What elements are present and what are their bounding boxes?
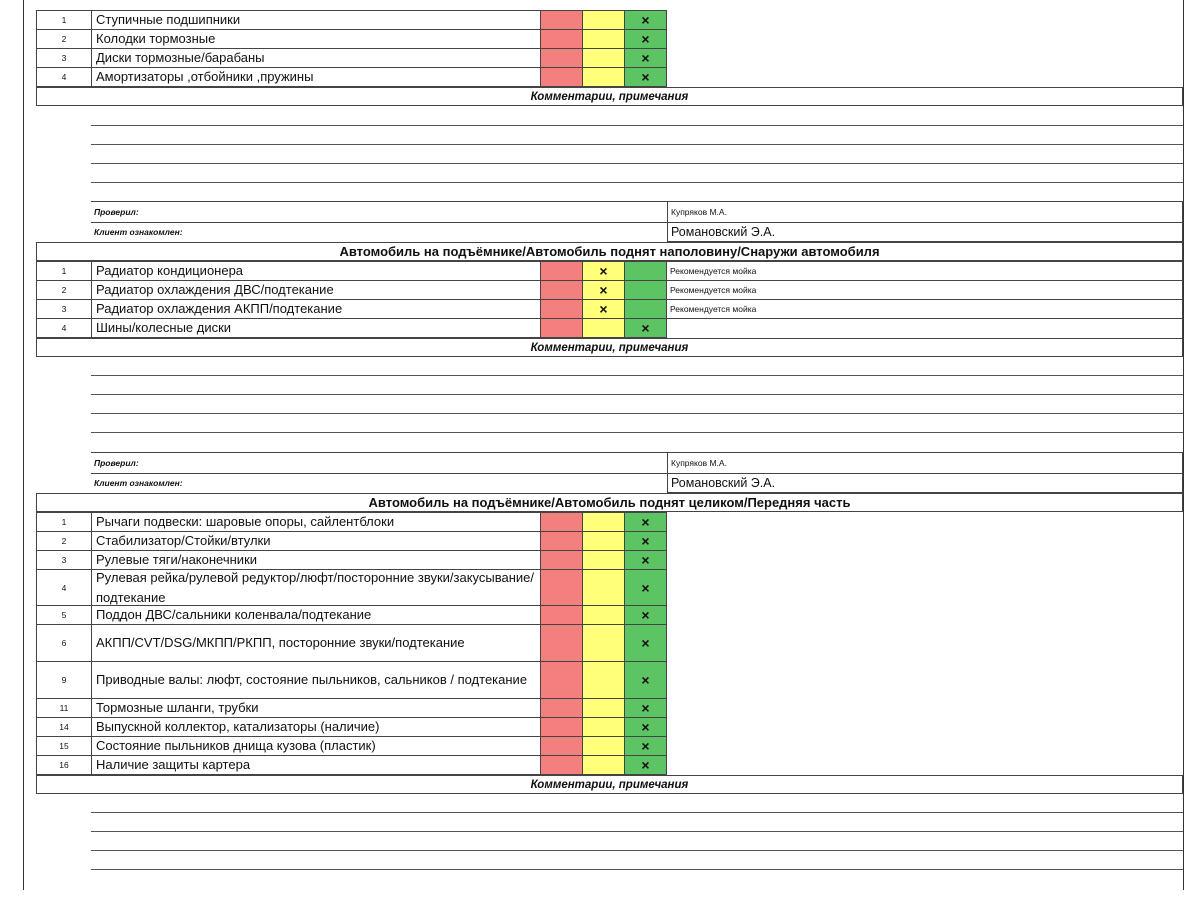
- table-row: [0, 661, 1200, 698]
- item-number: 15: [36, 736, 91, 755]
- item-name: Рычаги подвески: шаровые опоры, сайлентблоки: [91, 512, 540, 531]
- table-row: [0, 280, 1200, 299]
- table-row: [0, 698, 1200, 717]
- status-yellow-cell[interactable]: [582, 605, 624, 624]
- table-row: [0, 29, 1200, 48]
- item-name: Амортизаторы ,отбойники ,пружины: [91, 67, 540, 87]
- cross-mark: ×: [641, 12, 650, 28]
- status-red-cell[interactable]: [540, 299, 582, 318]
- cross-mark: ×: [641, 50, 650, 66]
- status-green-cell[interactable]: [624, 605, 667, 624]
- table-row: [0, 569, 1200, 605]
- comments-title: Комментарии, примечания: [36, 775, 1183, 794]
- comment-line[interactable]: [91, 144, 1183, 145]
- status-green-cell[interactable]: [624, 299, 667, 318]
- status-yellow-cell[interactable]: [582, 661, 624, 698]
- item-note: Рекомендуется мойка: [667, 299, 1183, 318]
- table-row: [0, 318, 1200, 338]
- status-red-cell[interactable]: [540, 318, 582, 338]
- item-name: Колодки тормозные: [91, 29, 540, 48]
- status-yellow-cell[interactable]: [582, 736, 624, 755]
- status-green-cell[interactable]: [624, 624, 667, 661]
- section-header-row: [0, 493, 1200, 512]
- checked-by-label: Проверил:: [94, 457, 139, 468]
- status-yellow-cell[interactable]: [582, 48, 624, 67]
- cross-mark: ×: [641, 700, 650, 716]
- status-green-cell[interactable]: [624, 755, 667, 775]
- status-green-cell[interactable]: [624, 698, 667, 717]
- client-value: Романовский Э.А.: [667, 473, 1183, 493]
- status-yellow-cell[interactable]: [582, 261, 624, 280]
- item-name: Рулевые тяги/наконечники: [91, 550, 540, 569]
- item-number: 16: [36, 755, 91, 775]
- item-name: Поддон ДВС/сальники коленвала/подтекание: [91, 605, 540, 624]
- status-green-cell[interactable]: [624, 10, 667, 29]
- client-label: Клиент ознакомлен:: [94, 478, 183, 488]
- table-row: [0, 736, 1200, 755]
- status-yellow-cell[interactable]: [582, 698, 624, 717]
- cross-mark: ×: [641, 69, 650, 85]
- status-green-cell[interactable]: [624, 569, 667, 605]
- status-yellow-cell[interactable]: [582, 569, 624, 605]
- table-row: [0, 624, 1200, 661]
- item-name: Радиатор кондиционера: [91, 261, 540, 280]
- item-name: Наличие защиты картера: [91, 755, 540, 775]
- checked-by-value: Купряков М.А.: [667, 452, 1183, 473]
- cross-mark: ×: [641, 533, 650, 549]
- checked-by-row: [0, 452, 1200, 473]
- status-red-cell[interactable]: [540, 550, 582, 569]
- table-row: [0, 531, 1200, 550]
- status-green-cell[interactable]: [624, 736, 667, 755]
- table-row: [0, 48, 1200, 67]
- comments-header-row: [0, 775, 1200, 794]
- table-row: [0, 10, 1200, 29]
- status-red-cell[interactable]: [540, 755, 582, 775]
- cross-mark: ×: [641, 607, 650, 623]
- comment-line[interactable]: [91, 869, 1183, 870]
- status-red-cell[interactable]: [540, 10, 582, 29]
- status-red-cell[interactable]: [540, 261, 582, 280]
- item-number: 5: [36, 605, 91, 624]
- item-name: Диски тормозные/барабаны: [91, 48, 540, 67]
- cross-mark: ×: [599, 263, 608, 279]
- status-green-cell[interactable]: [624, 550, 667, 569]
- cross-mark: ×: [641, 719, 650, 735]
- item-name: Шины/колесные диски: [91, 318, 540, 338]
- status-yellow-cell[interactable]: [582, 10, 624, 29]
- status-yellow-cell[interactable]: [582, 299, 624, 318]
- table-row: [0, 605, 1200, 624]
- item-number: 2: [36, 29, 91, 48]
- table-row: [0, 550, 1200, 569]
- item-number: 1: [36, 512, 91, 531]
- table-row: [0, 512, 1200, 531]
- checked-by-value: Купряков М.А.: [667, 201, 1183, 222]
- client-label: Клиент ознакомлен:: [94, 227, 183, 237]
- item-number: 3: [36, 299, 91, 318]
- item-number: 4: [36, 569, 91, 605]
- status-red-cell[interactable]: [540, 29, 582, 48]
- status-yellow-cell[interactable]: [582, 550, 624, 569]
- status-red-cell[interactable]: [540, 605, 582, 624]
- table-row: [0, 717, 1200, 736]
- item-number: 1: [36, 261, 91, 280]
- status-red-cell[interactable]: [540, 280, 582, 299]
- cross-mark: ×: [641, 579, 650, 596]
- item-number: 11: [36, 698, 91, 717]
- item-name: Ступичные подшипники: [91, 10, 540, 29]
- status-red-cell[interactable]: [540, 661, 582, 698]
- item-number: 4: [36, 318, 91, 338]
- item-note: [667, 318, 1183, 338]
- item-number: 3: [36, 48, 91, 67]
- item-name: Выпускной коллектор, катализаторы (наличие): [91, 717, 540, 736]
- table-row: [0, 755, 1200, 775]
- comment-line[interactable]: [91, 182, 1183, 183]
- status-yellow-cell[interactable]: [582, 717, 624, 736]
- status-yellow-cell[interactable]: [582, 531, 624, 550]
- status-red-cell[interactable]: [540, 624, 582, 661]
- status-green-cell[interactable]: [624, 29, 667, 48]
- item-name: Стабилизатор/Стойки/втулки: [91, 531, 540, 550]
- table-row: [0, 299, 1200, 318]
- comment-line[interactable]: [91, 375, 1183, 376]
- checked-by-row: [0, 201, 1200, 222]
- comments-title: Комментарии, примечания: [36, 338, 1183, 357]
- comment-line[interactable]: [91, 163, 1183, 164]
- status-green-cell[interactable]: [624, 280, 667, 299]
- status-green-cell[interactable]: [624, 661, 667, 698]
- cross-mark: ×: [641, 552, 650, 568]
- status-red-cell[interactable]: [540, 512, 582, 531]
- item-name: Состояние пыльников днища кузова (пластик): [91, 736, 540, 755]
- item-number: 14: [36, 717, 91, 736]
- comment-line[interactable]: [91, 394, 1183, 395]
- status-green-cell[interactable]: [624, 48, 667, 67]
- cross-mark: ×: [641, 635, 650, 651]
- section-title: Автомобиль на подъёмнике/Автомобиль поднят целиком/Передняя часть: [36, 493, 1183, 512]
- cross-mark: ×: [599, 301, 608, 317]
- status-red-cell[interactable]: [540, 569, 582, 605]
- status-green-cell[interactable]: [624, 531, 667, 550]
- item-note: Рекомендуется мойка: [667, 280, 1183, 299]
- status-yellow-cell[interactable]: [582, 29, 624, 48]
- status-yellow-cell[interactable]: [582, 280, 624, 299]
- item-number: 9: [36, 661, 91, 698]
- item-number: 4: [36, 67, 91, 87]
- section-header-row: [0, 242, 1200, 261]
- item-number: 2: [36, 531, 91, 550]
- status-red-cell[interactable]: [540, 698, 582, 717]
- table-row: [0, 67, 1200, 87]
- status-yellow-cell[interactable]: [582, 755, 624, 775]
- status-yellow-cell[interactable]: [582, 67, 624, 87]
- table-row: [0, 261, 1200, 280]
- comment-line[interactable]: [91, 831, 1183, 832]
- item-name: Приводные валы: люфт, состояние пыльников, сальников / подтекание: [91, 661, 540, 698]
- checked-by-label: Проверил:: [94, 206, 139, 217]
- comment-line[interactable]: [91, 413, 1183, 414]
- item-name: АКПП/CVT/DSG/МКПП/РКПП, посторонние звуки/подтекание: [91, 624, 540, 661]
- status-green-cell[interactable]: [624, 261, 667, 280]
- client-value: Романовский Э.А.: [667, 222, 1183, 242]
- status-green-cell[interactable]: [624, 67, 667, 87]
- item-note: Рекомендуется мойка: [667, 261, 1183, 280]
- status-red-cell[interactable]: [540, 531, 582, 550]
- cross-mark: ×: [641, 757, 650, 773]
- status-red-cell[interactable]: [540, 67, 582, 87]
- cross-mark: ×: [641, 31, 650, 47]
- status-green-cell[interactable]: [624, 717, 667, 736]
- comment-line[interactable]: [91, 812, 1183, 813]
- comment-line[interactable]: [91, 432, 1183, 433]
- item-name: Радиатор охлаждения АКПП/подтекание: [91, 299, 540, 318]
- cross-mark: ×: [641, 514, 650, 530]
- item-name: Рулевая рейка/рулевой редуктор/люфт/посторонние звуки/закусывание/подтекание: [91, 569, 540, 605]
- section-title: Автомобиль на подъёмнике/Автомобиль поднят наполовину/Снаружи автомобиля: [36, 242, 1183, 261]
- comment-line[interactable]: [91, 850, 1183, 851]
- client-row: [0, 222, 1200, 242]
- item-number: 6: [36, 624, 91, 661]
- cross-mark: ×: [641, 320, 650, 336]
- status-yellow-cell[interactable]: [582, 624, 624, 661]
- status-red-cell[interactable]: [540, 736, 582, 755]
- status-green-cell[interactable]: [624, 318, 667, 338]
- comments-header-row: [0, 338, 1200, 357]
- item-number: 2: [36, 280, 91, 299]
- item-number: 3: [36, 550, 91, 569]
- status-yellow-cell[interactable]: [582, 318, 624, 338]
- comment-line[interactable]: [91, 125, 1183, 126]
- comments-title: Комментарии, примечания: [36, 87, 1183, 106]
- comments-header-row: [0, 87, 1200, 106]
- status-yellow-cell[interactable]: [582, 512, 624, 531]
- item-name: Радиатор охлаждения ДВС/подтекание: [91, 280, 540, 299]
- status-red-cell[interactable]: [540, 717, 582, 736]
- cross-mark: ×: [599, 282, 608, 298]
- cross-mark: ×: [641, 672, 650, 688]
- status-green-cell[interactable]: [624, 512, 667, 531]
- client-row: [0, 473, 1200, 493]
- status-red-cell[interactable]: [540, 48, 582, 67]
- item-name: Тормозные шланги, трубки: [91, 698, 540, 717]
- cross-mark: ×: [641, 738, 650, 754]
- item-number: 1: [36, 10, 91, 29]
